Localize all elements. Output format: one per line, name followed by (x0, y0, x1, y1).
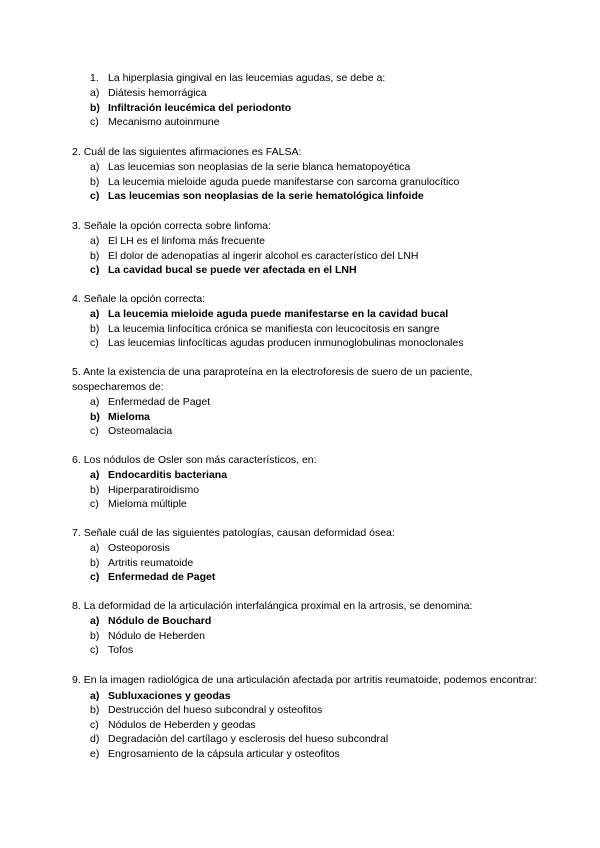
options-list (72, 86, 542, 130)
question-number: 8. (72, 600, 81, 612)
option-b-correct: b) Mieloma (90, 410, 151, 423)
question-number: 4. (72, 293, 81, 305)
option-b: b) Nódulo de Heberden (90, 629, 205, 642)
option-a: a) Enfermedad de Paget (90, 396, 211, 408)
options-list (72, 160, 542, 204)
question-number: 3. (72, 220, 81, 232)
question-9 (72, 673, 542, 761)
option-a-correct: a) La leucemia mieloide aguda puede manifestarse en la cavidad bucal (90, 308, 449, 320)
question-number: 2. (72, 146, 81, 158)
option-b: b) La leucemia linfocítica crónica se manifiesta con leucocitosis en sangre (90, 322, 440, 335)
question-text: 3. Señale la opción correcta sobre linfoma: (72, 220, 272, 232)
question-text: 6. Los nódulos de Osler son más característicos, en: (72, 454, 317, 466)
question-4 (72, 292, 542, 351)
options-list (72, 468, 542, 512)
option-c-correct: c) La cavidad bucal se puede ver afectada en el LNH (90, 264, 357, 277)
option-a: a) Las leucemias son neoplasias de la serie blanca hematopoyética (90, 161, 411, 173)
option-b: b) Hiperparatiroidismo (90, 483, 200, 496)
options-list (72, 307, 542, 351)
question-text: 4. Señale la opción correcta: (72, 293, 206, 305)
option-c: c) Tofos (90, 644, 134, 657)
option-a: a) Diátesis hemorrágica (90, 87, 207, 99)
option-e: e) Engrosamiento de la cápsula articular y osteofitos (90, 747, 340, 760)
option-c: c) Osteomalacia (90, 425, 173, 438)
options-list (72, 234, 542, 278)
option-c: c) Mieloma múltiple (90, 498, 187, 511)
question-text: 2. Cuál de las siguientes afirmaciones es FALSA: (72, 146, 302, 158)
option-b: b) La leucemia mieloide aguda puede manifestarse con sarcoma granulocítico (90, 175, 460, 188)
question-text: 1. La hiperplasia gingival en las leucemias agudas, se debe a: (90, 72, 386, 84)
options-list (72, 541, 542, 585)
option-c: c) Nódulos de Heberden y geodas (90, 718, 256, 731)
option-b: b) El dolor de adenopatías al ingerir alcohol es característico del LNH (90, 249, 419, 262)
question-number: 6. (72, 454, 81, 466)
options-list (72, 395, 542, 439)
question-text: 8. La deformidad de la articulación interfalángica proximal en la artrosis, se denomina: (72, 600, 473, 612)
question-number: 1. (90, 72, 99, 84)
option-b-correct: b) Infiltración leucémica del periodonto (90, 101, 292, 114)
question-1 (72, 71, 542, 130)
question-number: 5. (72, 366, 81, 378)
question-text: 5. Ante la existencia de una paraproteína en la electroforesis de suero de un paciente, sospecharemos de: (72, 366, 473, 393)
question-7 (72, 526, 542, 585)
question-2 (72, 145, 542, 204)
option-c: c) Mecanismo autoinmune (90, 116, 220, 129)
option-a-correct: a) Subluxaciones y geodas (90, 689, 231, 702)
question-6 (72, 453, 542, 512)
options-list (72, 614, 542, 658)
question-3 (72, 219, 542, 278)
option-b: b) Destrucción del hueso subcondral y osteofitos (90, 704, 323, 717)
option-a-correct: a) Endocarditis bacteriana (90, 469, 228, 481)
question-number: 7. (72, 527, 81, 539)
option-c-correct: c) Las leucemias son neoplasias de la serie hematológica linfoide (90, 190, 424, 203)
option-c-correct: c) Enfermedad de Paget (90, 571, 216, 584)
question-number: 9. (72, 674, 81, 686)
question-5 (72, 365, 542, 439)
options-list (72, 689, 542, 762)
question-text: 7. Señale cuál de las siguientes patologías, causan deformidad ósea: (72, 527, 395, 539)
question-8 (72, 599, 542, 658)
option-a: a) El LH es el linfoma más frecuente (90, 235, 265, 247)
question-text: 9. En la imagen radiológica de una articulación afectada por artritis reumatoide, podemos encontrar: (72, 674, 538, 686)
option-c: c) Las leucemias linfocíticas agudas producen inmunoglobulinas monoclonales (90, 337, 464, 350)
option-a-correct: a) Nódulo de Bouchard (90, 615, 212, 627)
option-d: d) Degradación del cartílago y esclerosis del hueso subcondral (90, 733, 389, 746)
option-a: a) Osteoporosis (90, 542, 170, 554)
option-b: b) Artritis reumatoide (90, 556, 194, 569)
